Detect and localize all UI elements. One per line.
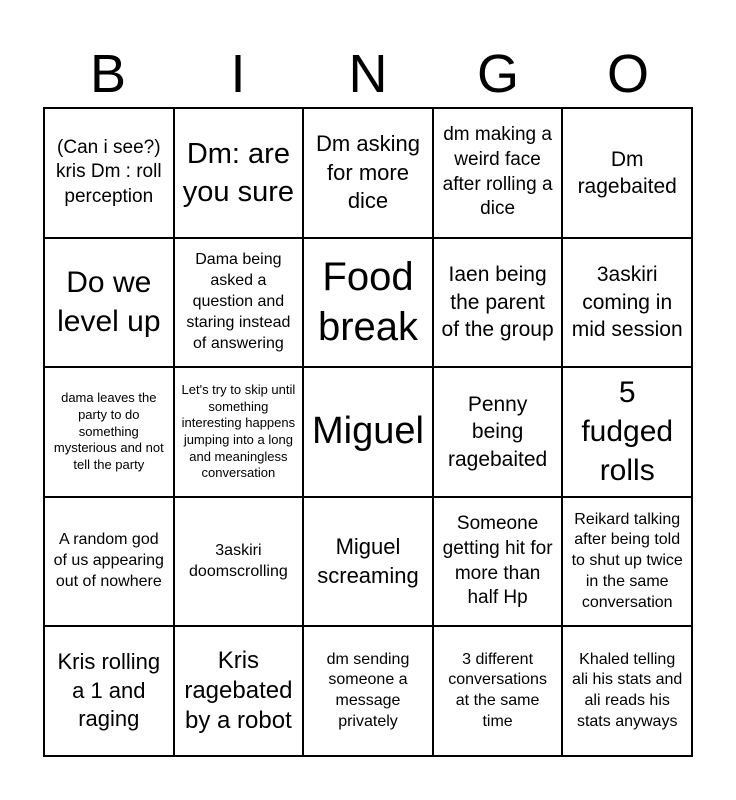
bingo-cell[interactable]: Kris ragebated by a robot xyxy=(174,626,304,756)
bingo-cell[interactable]: A random god of us appearing out of nowhere xyxy=(44,497,174,627)
bingo-cell[interactable]: dm making a weird face after rolling a dice xyxy=(433,108,563,238)
header-letter-i: I xyxy=(230,44,246,104)
bingo-board xyxy=(43,107,693,757)
bingo-cell[interactable]: Dm asking for more dice xyxy=(303,108,433,238)
bingo-cell[interactable]: Miguel screaming xyxy=(303,497,433,627)
bingo-header xyxy=(43,40,693,108)
bingo-cell[interactable]: 3askiri doomscrolling xyxy=(174,497,304,627)
header-letter-g: G xyxy=(476,44,519,104)
bingo-cell[interactable]: 3askiri coming in mid session xyxy=(562,238,692,368)
bingo-cell[interactable]: Someone getting hit for more than half Hp xyxy=(433,497,563,627)
bingo-cell[interactable]: Miguel xyxy=(303,367,433,497)
bingo-cell[interactable]: (Can i see?) kris Dm : roll perception xyxy=(44,108,174,238)
header-letter-b: B xyxy=(89,44,127,104)
bingo-cell[interactable]: 5 fudged rolls xyxy=(562,367,692,497)
bingo-cell[interactable]: Dama being asked a question and staring instead of answering xyxy=(174,238,304,368)
bingo-cell[interactable]: Do we level up xyxy=(44,238,174,368)
bingo-cell[interactable]: Dm ragebaited xyxy=(562,108,692,238)
bingo-cell[interactable]: 3 different conversations at the same time xyxy=(433,626,563,756)
bingo-cell[interactable]: Iaen being the parent of the group xyxy=(433,238,563,368)
bingo-cell[interactable]: Penny being ragebaited xyxy=(433,367,563,497)
bingo-cell[interactable]: dama leaves the party to do something mysterious and not tell the party xyxy=(44,367,174,497)
header-letter-n: N xyxy=(348,44,388,104)
header-letter-o: O xyxy=(606,44,649,104)
bingo-cell[interactable]: Food break xyxy=(303,238,433,368)
bingo-cell[interactable]: dm sending someone a message privately xyxy=(303,626,433,756)
bingo-cell[interactable]: Let's try to skip until something interesting happens jumping into a long and meaningless conversation xyxy=(174,367,304,497)
bingo-cell[interactable]: Kris rolling a 1 and raging xyxy=(44,626,174,756)
bingo-cell[interactable]: Reikard talking after being told to shut up twice in the same conversation xyxy=(562,497,692,627)
bingo-cell[interactable]: Dm: are you sure xyxy=(174,108,304,238)
bingo-cell[interactable]: Khaled telling ali his stats and ali reads his stats anyways xyxy=(562,626,692,756)
